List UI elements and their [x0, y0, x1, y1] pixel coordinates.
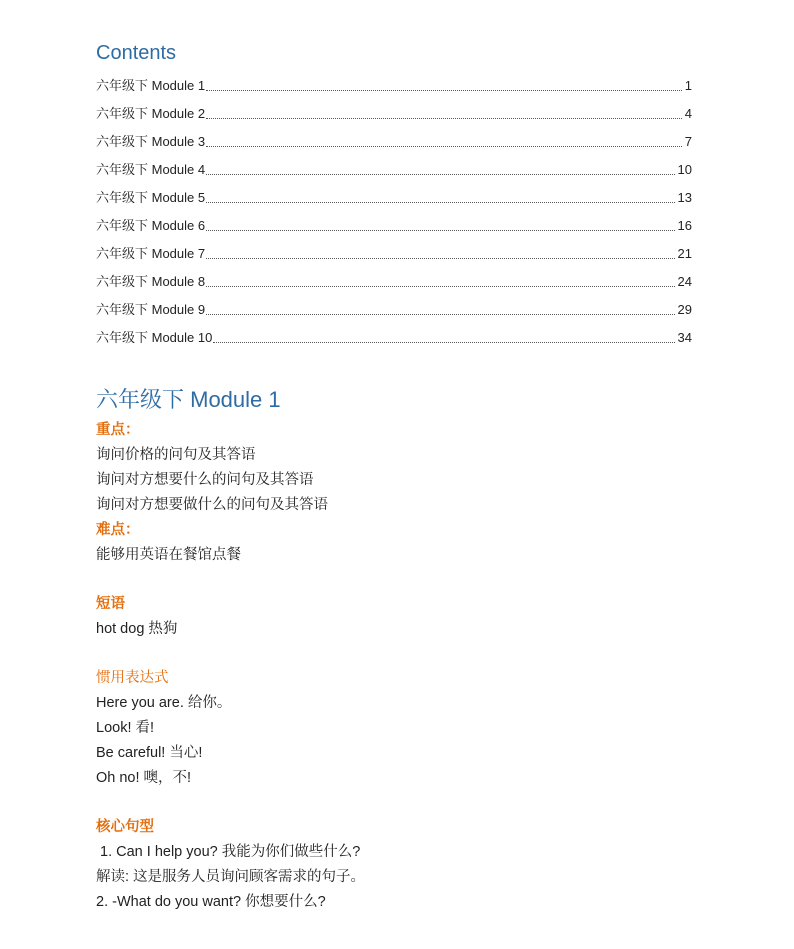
expressions-heading: 惯用表达式 — [96, 670, 169, 686]
toc-leader-dots — [206, 173, 674, 175]
table-of-contents — [96, 68, 692, 348]
toc-entry-page: 16 — [677, 218, 692, 233]
core-sentences-heading: 核心句型 — [96, 819, 154, 835]
toc-title: Contents — [96, 42, 177, 64]
phrases-heading: 短语 — [96, 596, 125, 612]
toc-entry[interactable] — [96, 96, 692, 124]
toc-entry-label: 六年级下 Module 3 — [96, 134, 206, 149]
toc-leader-dots — [206, 117, 682, 119]
toc-entry-page: 4 — [684, 106, 692, 121]
toc-entry-label: 六年级下 Module 5 — [96, 190, 206, 205]
module-heading: 六年级下 Module 1 — [96, 387, 281, 412]
toc-entry[interactable] — [96, 264, 692, 292]
toc-entry-page: 10 — [677, 162, 692, 177]
toc-entry[interactable] — [96, 208, 692, 236]
key-point-item: 询问价格的问句及其答语 — [96, 447, 256, 463]
toc-entry[interactable] — [96, 292, 692, 320]
toc-leader-dots — [206, 89, 682, 91]
key-point-item: 询问对方想要做什么的问句及其答语 — [96, 497, 328, 513]
expression-item: Look! 看! — [96, 720, 155, 736]
toc-entry-label: 六年级下 Module 2 — [96, 106, 206, 121]
toc-entry-label: 六年级下 Module 6 — [96, 218, 206, 233]
spacer — [96, 568, 716, 592]
toc-entry-label: 六年级下 Module 8 — [96, 274, 206, 289]
phrase-item: hot dog 热狗 — [96, 621, 178, 637]
spacer — [96, 642, 716, 666]
toc-entry-label: 六年级下 Module 7 — [96, 246, 206, 261]
toc-entry-page: 7 — [684, 134, 692, 149]
toc-leader-dots — [206, 229, 674, 231]
toc-leader-dots — [206, 285, 674, 287]
toc-entry-label: 六年级下 Module 10 — [96, 330, 213, 345]
toc-leader-dots — [206, 313, 674, 315]
toc-entry[interactable] — [96, 68, 692, 96]
toc-entry-page: 29 — [677, 302, 692, 317]
toc-entry-page: 13 — [677, 190, 692, 205]
toc-entry-page: 34 — [677, 330, 692, 345]
expression-item: Here you are. 给你。 — [96, 695, 232, 711]
toc-entry-page: 1 — [684, 78, 692, 93]
spacer — [96, 791, 716, 815]
module-content — [96, 418, 716, 915]
expression-item: Be careful! 当心! — [96, 745, 203, 761]
key-points-heading: 重点： — [96, 422, 140, 438]
key-point-item: 询问对方想要什么的问句及其答语 — [96, 472, 314, 488]
toc-entry[interactable] — [96, 152, 692, 180]
toc-leader-dots — [206, 257, 674, 259]
core-sentence-item: 2. -What do you want? 你想要什么? — [96, 894, 326, 910]
toc-leader-dots — [213, 341, 674, 343]
toc-entry-page: 24 — [677, 274, 692, 289]
toc-entry-label: 六年级下 Module 4 — [96, 162, 206, 177]
expression-item: Oh no! 噢，不! — [96, 770, 192, 786]
difficulties-heading: 难点： — [96, 522, 140, 538]
toc-entry-label: 六年级下 Module 1 — [96, 78, 206, 93]
core-sentence-item: 解读: 这是服务人员询问顾客需求的句子。 — [96, 869, 366, 885]
toc-entry-page: 21 — [677, 246, 692, 261]
toc-leader-dots — [206, 201, 674, 203]
difficulty-item: 能够用英语在餐馆点餐 — [96, 547, 241, 563]
core-sentence-item: 1. Can I help you? 我能为你们做些什么? — [96, 844, 361, 860]
toc-entry[interactable] — [96, 236, 692, 264]
toc-entry[interactable] — [96, 320, 692, 348]
toc-entry[interactable] — [96, 124, 692, 152]
toc-leader-dots — [206, 145, 682, 147]
toc-entry[interactable] — [96, 180, 692, 208]
toc-entry-label: 六年级下 Module 9 — [96, 302, 206, 317]
